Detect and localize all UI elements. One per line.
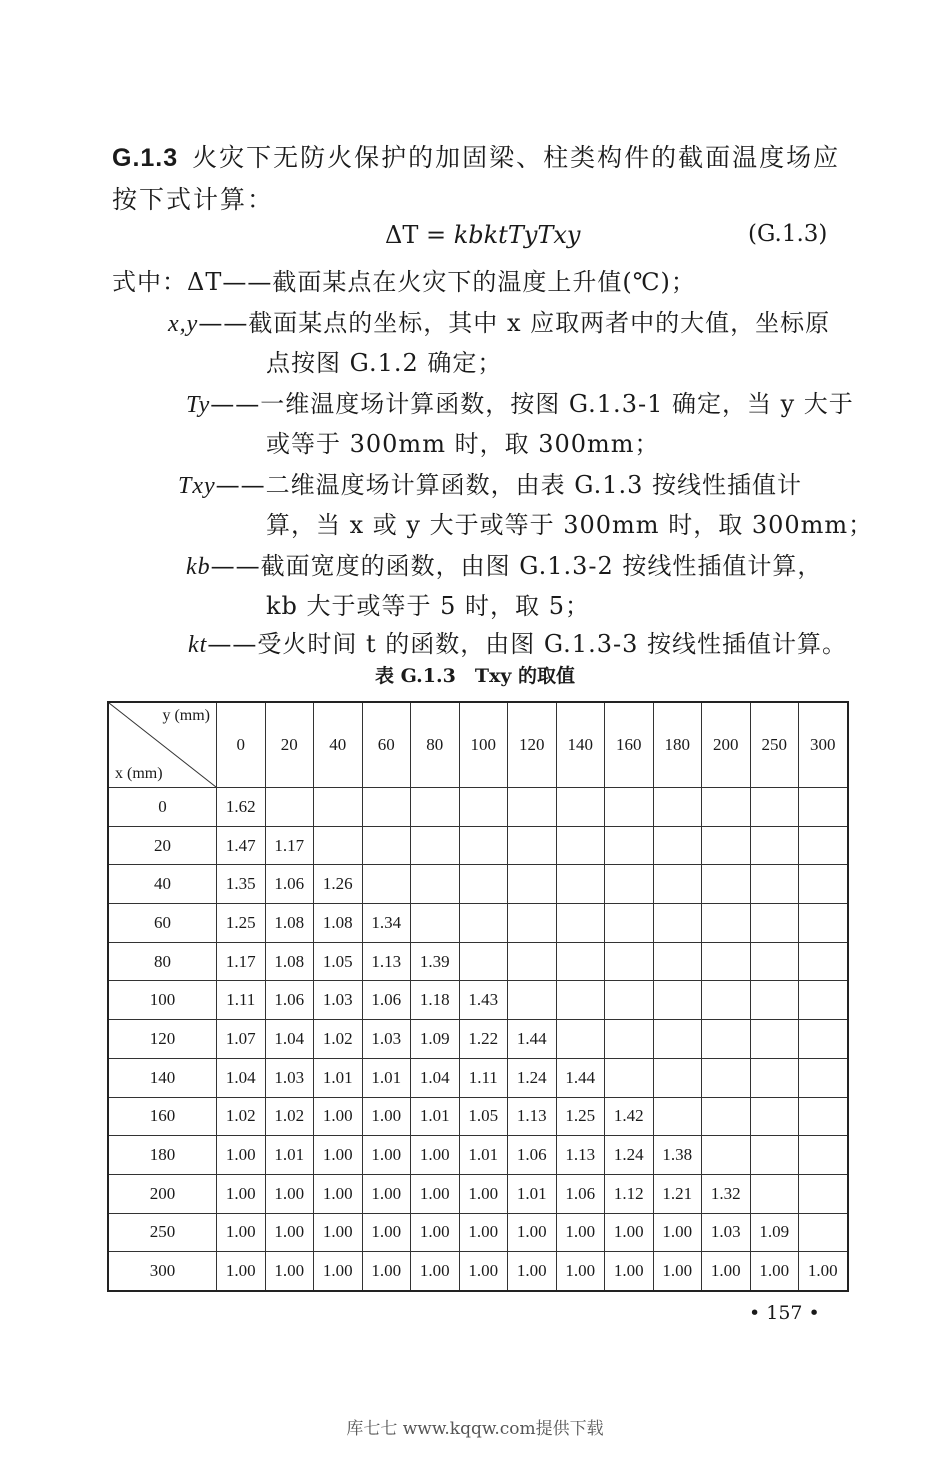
table-cell	[799, 826, 848, 865]
table-cell: 1.03	[702, 1213, 751, 1252]
table-cell: 1.39	[411, 942, 460, 981]
table-cell	[459, 904, 508, 943]
table-cell: 1.00	[265, 1174, 314, 1213]
table-row	[108, 1174, 848, 1213]
row-header: 40	[108, 865, 217, 904]
table-cell	[653, 942, 702, 981]
table-cell: 1.05	[459, 1097, 508, 1136]
table-cell	[702, 1136, 751, 1175]
table-cell: 1.32	[702, 1174, 751, 1213]
column-header: 250	[750, 702, 799, 788]
definition-ty	[186, 384, 854, 419]
formula-rhs	[454, 221, 581, 249]
table-cell	[702, 826, 751, 865]
table-cell: 1.00	[799, 1252, 848, 1291]
table-row	[108, 981, 848, 1020]
row-header: 250	[108, 1213, 217, 1252]
table-cell: 1.11	[217, 981, 266, 1020]
table-cell	[702, 1020, 751, 1059]
table-cell: 1.00	[653, 1252, 702, 1291]
row-header: 100	[108, 981, 217, 1020]
table-cell	[702, 904, 751, 943]
table-cell: 1.04	[265, 1020, 314, 1059]
def-dash: ——	[207, 630, 258, 658]
table-cell: 1.34	[362, 904, 411, 943]
table-cell: 1.01	[314, 1058, 363, 1097]
table-cell: 1.35	[217, 865, 266, 904]
table-cell: 1.21	[653, 1174, 702, 1213]
table-cell: 1.03	[314, 981, 363, 1020]
table-cell: 1.00	[605, 1213, 654, 1252]
def-symbol: Ty	[186, 392, 211, 418]
table-cell	[459, 788, 508, 827]
table-cell: 1.00	[411, 1174, 460, 1213]
table-row	[108, 1058, 848, 1097]
def-symbol: kt	[188, 632, 208, 658]
table-cell: 1.25	[217, 904, 266, 943]
table-cell	[653, 826, 702, 865]
table-cell	[411, 865, 460, 904]
table-cell: 1.00	[508, 1252, 557, 1291]
table-cell	[653, 865, 702, 904]
section-title-line2: 按下式计算：	[112, 185, 275, 214]
row-header: 60	[108, 904, 217, 943]
table-cell: 1.00	[411, 1136, 460, 1175]
table-cell	[799, 1213, 848, 1252]
table-cell: 1.00	[314, 1097, 363, 1136]
column-header: 60	[362, 702, 411, 788]
table-cell: 1.00	[556, 1252, 605, 1291]
table-cell	[362, 826, 411, 865]
section-title-line1: 火灾下无防火保护的加固梁、柱类构件的截面温度场应	[192, 143, 841, 172]
table-cell: 1.00	[217, 1252, 266, 1291]
table-cell: 1.00	[459, 1174, 508, 1213]
formula-number: (G.1.3)	[748, 221, 828, 247]
formula-eq: =	[418, 221, 454, 249]
row-header: 140	[108, 1058, 217, 1097]
table-cell: 1.43	[459, 981, 508, 1020]
column-header: 0	[217, 702, 266, 788]
row-header: 80	[108, 942, 217, 981]
table-cell	[799, 1020, 848, 1059]
table-cell: 1.06	[556, 1174, 605, 1213]
table-corner-cell	[108, 702, 217, 788]
def-symbol: ΔT	[187, 268, 223, 296]
table-cell: 1.18	[411, 981, 460, 1020]
table-cell: 1.00	[314, 1136, 363, 1175]
table-cell	[750, 1020, 799, 1059]
def-text: 二维温度场计算函数，由表 G.1.3 按线性插值计	[265, 471, 803, 499]
table-cell	[799, 1136, 848, 1175]
table-row	[108, 904, 848, 943]
table-cell: 1.01	[459, 1136, 508, 1175]
table-cell: 1.26	[314, 865, 363, 904]
table-row	[108, 865, 848, 904]
table-cell	[702, 865, 751, 904]
table-cell	[799, 1058, 848, 1097]
table-cell: 1.00	[459, 1252, 508, 1291]
table-cell	[750, 942, 799, 981]
table-cell: 1.62	[217, 788, 266, 827]
table-cell	[702, 942, 751, 981]
table-cell	[750, 1174, 799, 1213]
table-cell: 1.00	[265, 1252, 314, 1291]
table-cell: 1.22	[459, 1020, 508, 1059]
table-cell: 1.01	[265, 1136, 314, 1175]
table-cell: 1.44	[508, 1020, 557, 1059]
table-cell: 1.24	[508, 1058, 557, 1097]
table-cell	[653, 1058, 702, 1097]
table-cell	[556, 981, 605, 1020]
table-body	[108, 702, 848, 1291]
table-cell	[750, 865, 799, 904]
table-cell	[750, 981, 799, 1020]
table-cell	[556, 904, 605, 943]
table-cell	[605, 788, 654, 827]
column-header: 120	[508, 702, 557, 788]
column-header: 200	[702, 702, 751, 788]
def-text: 截面某点的坐标，其中 x 应取两者中的大值，坐标原	[248, 309, 831, 337]
table-cell	[605, 942, 654, 981]
table-cell: 1.17	[217, 942, 266, 981]
def-dash: ——	[210, 390, 261, 418]
definitions-intro	[112, 262, 696, 297]
table-cell: 1.03	[265, 1058, 314, 1097]
watermark: 库七七 www.kqqw.com提供下载	[346, 1419, 604, 1439]
table-cell	[508, 826, 557, 865]
table-cell	[411, 788, 460, 827]
table-cell: 1.08	[265, 904, 314, 943]
def-symbol: x,y	[168, 311, 199, 337]
row-header: 180	[108, 1136, 217, 1175]
def-text: 截面宽度的函数，由图 G.1.3-2 按线性插值计算，	[260, 552, 823, 580]
def-dash: ——	[215, 471, 266, 499]
table-cell	[653, 1020, 702, 1059]
table-cell: 1.25	[556, 1097, 605, 1136]
table-cell: 1.13	[508, 1097, 557, 1136]
table-cell	[605, 1058, 654, 1097]
table-cell	[411, 826, 460, 865]
table-cell	[750, 1097, 799, 1136]
table-cell	[508, 788, 557, 827]
table-row	[108, 1136, 848, 1175]
table-cell: 1.09	[411, 1020, 460, 1059]
table-cell	[508, 865, 557, 904]
table-cell: 1.17	[265, 826, 314, 865]
table-cell	[265, 788, 314, 827]
table-cell: 1.00	[265, 1213, 314, 1252]
table-cell: 1.00	[411, 1213, 460, 1252]
formula	[385, 221, 580, 249]
table-cell: 1.42	[605, 1097, 654, 1136]
definition-txy	[178, 465, 802, 500]
table-cell: 1.00	[605, 1252, 654, 1291]
table-cell	[508, 981, 557, 1020]
def-dash: ——	[198, 309, 249, 337]
row-header: 0	[108, 788, 217, 827]
table-cell	[556, 942, 605, 981]
definition-xy-cont: 点按图 G.1.2 确定；	[266, 349, 503, 377]
table-cell: 1.13	[556, 1136, 605, 1175]
table-cell	[653, 904, 702, 943]
table-cell: 1.06	[265, 981, 314, 1020]
table-cell: 1.38	[653, 1136, 702, 1175]
table-cell: 1.01	[508, 1174, 557, 1213]
table-row	[108, 1213, 848, 1252]
table-cell	[750, 788, 799, 827]
table-cell: 1.00	[314, 1174, 363, 1213]
table-cell	[411, 904, 460, 943]
table-cell: 1.00	[556, 1213, 605, 1252]
column-header: 80	[411, 702, 460, 788]
row-header: 20	[108, 826, 217, 865]
table-cell: 1.08	[314, 904, 363, 943]
table-row	[108, 1020, 848, 1059]
table-header-row	[108, 702, 848, 788]
table-cell	[605, 865, 654, 904]
table-cell: 1.00	[362, 1252, 411, 1291]
table-cell	[702, 788, 751, 827]
formula-lhs: ΔT	[385, 221, 419, 249]
table-cell: 1.04	[217, 1058, 266, 1097]
table-cell	[459, 865, 508, 904]
table-cell: 1.04	[411, 1058, 460, 1097]
table-cell: 1.00	[362, 1097, 411, 1136]
table-cell: 1.00	[411, 1252, 460, 1291]
table-cell	[653, 788, 702, 827]
def-text: 一维温度场计算函数，按图 G.1.3-1 确定，当 y 大于	[260, 390, 854, 418]
definition-ty-cont: 或等于 300mm 时，取 300mm；	[266, 430, 660, 458]
table-cell: 1.44	[556, 1058, 605, 1097]
table-cell	[508, 942, 557, 981]
table-cell	[362, 865, 411, 904]
table-caption: 表 G.1.3 Txy 的取值	[375, 665, 575, 687]
table-cell: 1.24	[605, 1136, 654, 1175]
table-cell: 1.06	[362, 981, 411, 1020]
table-cell: 1.02	[217, 1097, 266, 1136]
table-cell	[459, 826, 508, 865]
table-row	[108, 788, 848, 827]
table-cell: 1.00	[314, 1252, 363, 1291]
def-text: 截面某点在火灾下的温度上升值(℃)；	[272, 268, 696, 296]
table-cell	[556, 826, 605, 865]
corner-x-label: x (mm)	[115, 765, 163, 782]
table-cell: 1.00	[508, 1213, 557, 1252]
table-cell	[653, 981, 702, 1020]
table-cell: 1.00	[653, 1213, 702, 1252]
table-cell	[799, 1097, 848, 1136]
def-symbol: kb	[186, 554, 211, 580]
table-cell	[799, 942, 848, 981]
table-cell	[605, 826, 654, 865]
table-row	[108, 1097, 848, 1136]
table-cell: 1.00	[459, 1213, 508, 1252]
table-cell: 1.00	[362, 1136, 411, 1175]
column-header: 20	[265, 702, 314, 788]
table-cell: 1.12	[605, 1174, 654, 1213]
corner-y-label: y (mm)	[162, 707, 210, 724]
table-cell: 1.06	[265, 865, 314, 904]
def-text: 受火时间 t 的函数，由图 G.1.3-3 按线性插值计算。	[257, 630, 847, 658]
table-cell	[459, 942, 508, 981]
definition-xy	[168, 303, 830, 338]
column-header: 100	[459, 702, 508, 788]
def-symbol: Txy	[178, 473, 216, 499]
table-cell	[653, 1097, 702, 1136]
table-row	[108, 1252, 848, 1291]
table-cell	[605, 981, 654, 1020]
table-cell	[314, 826, 363, 865]
section-number: G.1.3	[112, 144, 179, 172]
table-cell	[556, 788, 605, 827]
column-header: 180	[653, 702, 702, 788]
row-header: 200	[108, 1174, 217, 1213]
row-header: 160	[108, 1097, 217, 1136]
table-cell	[508, 904, 557, 943]
table-cell	[556, 1020, 605, 1059]
table-row	[108, 942, 848, 981]
table-cell: 1.00	[314, 1213, 363, 1252]
section-heading	[112, 138, 840, 174]
table-cell: 1.09	[750, 1213, 799, 1252]
table-cell: 1.00	[362, 1213, 411, 1252]
table-cell	[605, 904, 654, 943]
table-cell	[556, 865, 605, 904]
table-cell	[799, 904, 848, 943]
table-cell: 1.06	[508, 1136, 557, 1175]
definition-txy-cont: 算，当 x 或 y 大于或等于 300mm 时，取 300mm；	[266, 511, 874, 539]
def-dash: ——	[222, 268, 273, 296]
table-cell: 1.00	[217, 1174, 266, 1213]
definition-kt	[188, 624, 847, 659]
table-cell	[799, 788, 848, 827]
table-cell: 1.02	[314, 1020, 363, 1059]
table-cell: 1.00	[217, 1213, 266, 1252]
table-cell: 1.05	[314, 942, 363, 981]
table-cell: 1.03	[362, 1020, 411, 1059]
table-cell: 1.07	[217, 1020, 266, 1059]
table-cell: 1.01	[362, 1058, 411, 1097]
table-cell	[702, 1097, 751, 1136]
table-cell	[750, 1136, 799, 1175]
def-dash: ——	[210, 552, 261, 580]
column-header: 300	[799, 702, 848, 788]
column-header: 160	[605, 702, 654, 788]
table-cell: 1.00	[750, 1252, 799, 1291]
table-cell: 1.11	[459, 1058, 508, 1097]
table-cell	[750, 1058, 799, 1097]
definitions-intro-text: 式中：	[112, 268, 187, 296]
table-row	[108, 826, 848, 865]
table-cell	[314, 788, 363, 827]
formula-rhs-text: kbktTyTxy	[453, 221, 581, 249]
table-cell	[750, 904, 799, 943]
table-cell: 1.01	[411, 1097, 460, 1136]
row-header: 300	[108, 1252, 217, 1291]
column-header: 40	[314, 702, 363, 788]
table-cell: 1.13	[362, 942, 411, 981]
table-cell	[362, 788, 411, 827]
table-cell: 1.00	[362, 1174, 411, 1213]
table-cell: 1.00	[702, 1252, 751, 1291]
table-cell: 1.08	[265, 942, 314, 981]
table-cell	[799, 1174, 848, 1213]
table-cell: 1.02	[265, 1097, 314, 1136]
table-cell	[702, 981, 751, 1020]
table-cell: 1.47	[217, 826, 266, 865]
column-header: 140	[556, 702, 605, 788]
table-cell	[799, 981, 848, 1020]
definition-kb-cont: kb 大于或等于 5 时，取 5；	[266, 592, 590, 620]
table-cell	[605, 1020, 654, 1059]
table-cell: 1.00	[217, 1136, 266, 1175]
table-cell	[702, 1058, 751, 1097]
table-cell	[799, 865, 848, 904]
page-number: • 157 •	[749, 1302, 820, 1324]
table-cell	[750, 826, 799, 865]
definition-kb	[186, 546, 822, 581]
txy-table	[107, 701, 849, 1292]
row-header: 120	[108, 1020, 217, 1059]
